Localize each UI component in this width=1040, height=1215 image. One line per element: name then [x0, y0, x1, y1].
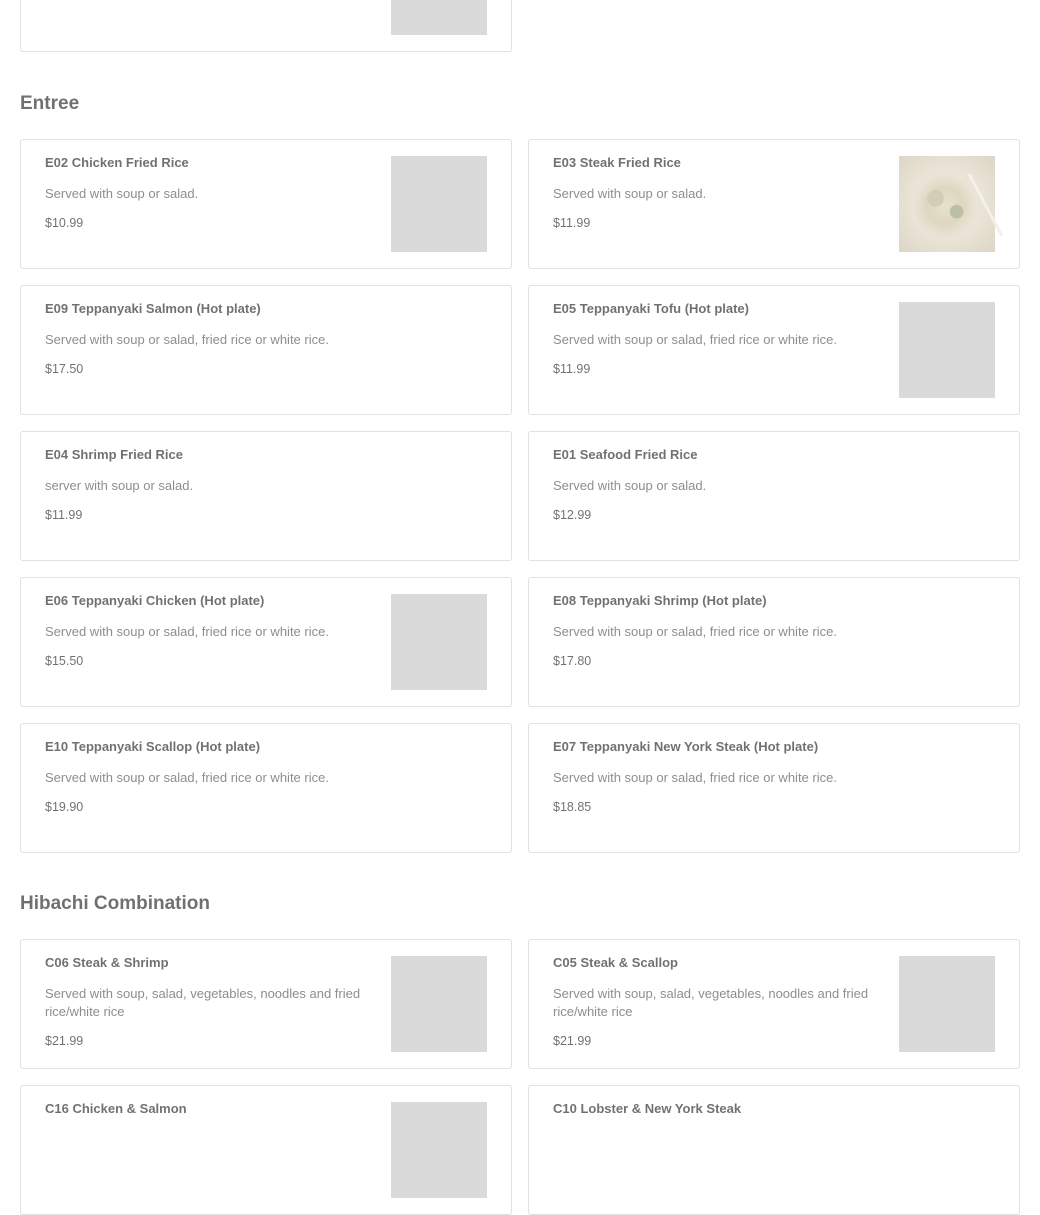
- item-name: C06 Steak & Shrimp: [45, 955, 169, 970]
- item-name: C10 Lobster & New York Steak: [553, 1101, 742, 1116]
- item-description: Served with soup or salad, fried rice or white rice.: [553, 770, 837, 785]
- menu-item-card[interactable]: [20, 0, 512, 52]
- item-description: Served with soup or salad.: [553, 186, 707, 201]
- item-name: E06 Teppanyaki Chicken (Hot plate): [45, 593, 265, 608]
- item-name: E07 Teppanyaki New York Steak (Hot plate): [553, 739, 819, 754]
- item-price: $21.99: [553, 1034, 592, 1048]
- menu-item-card-e03[interactable]: [528, 139, 1020, 269]
- menu-item-card-e04[interactable]: [20, 431, 512, 561]
- menu-item-card-e05[interactable]: [528, 285, 1020, 415]
- item-name: E02 Chicken Fried Rice: [45, 155, 189, 170]
- item-name: E04 Shrimp Fried Rice: [45, 447, 183, 462]
- item-price: $11.99: [45, 508, 83, 522]
- item-description: Served with soup or salad, fried rice or white rice.: [45, 624, 329, 639]
- menu-item-card-c10[interactable]: [528, 1085, 1020, 1215]
- item-name: C16 Chicken & Salmon: [45, 1101, 187, 1116]
- item-description: Served with soup or salad, fried rice or white rice.: [45, 332, 329, 347]
- item-description: Served with soup, salad, vegetables, noodles and fried rice/white rice: [45, 986, 361, 1019]
- item-description: Served with soup or salad.: [553, 478, 707, 493]
- menu-item-card-e01[interactable]: [528, 431, 1020, 561]
- fried-rice-photo: [899, 156, 995, 252]
- item-price: $11.99: [553, 216, 591, 230]
- menu-item-image-placeholder: [391, 156, 487, 252]
- menu-item-card-e02[interactable]: [20, 139, 512, 269]
- menu-item-card-c16[interactable]: [20, 1085, 512, 1215]
- menu-item-card-e09[interactable]: [20, 285, 512, 415]
- item-name: E08 Teppanyaki Shrimp (Hot plate): [553, 593, 767, 608]
- menu-item-card-e10[interactable]: [20, 723, 512, 853]
- item-name: E03 Steak Fried Rice: [553, 155, 681, 170]
- item-description: Served with soup or salad, fried rice or white rice.: [553, 332, 837, 347]
- menu-item-image-placeholder: [391, 1102, 487, 1198]
- menu-item-image-placeholder: [391, 594, 487, 690]
- item-name: E01 Seafood Fried Rice: [553, 447, 698, 462]
- item-description: Served with soup or salad.: [45, 186, 199, 201]
- menu-item-card-e06[interactable]: [20, 577, 512, 707]
- menu-item-card-c05[interactable]: [528, 939, 1020, 1069]
- item-price: $17.50: [45, 362, 84, 376]
- item-name: E05 Teppanyaki Tofu (Hot plate): [553, 301, 749, 316]
- item-name: E09 Teppanyaki Salmon (Hot plate): [45, 301, 261, 316]
- menu-item-image-placeholder: [391, 0, 487, 35]
- item-description: server with soup or salad.: [45, 478, 194, 493]
- menu-item-card-e07[interactable]: [528, 723, 1020, 853]
- item-name: E10 Teppanyaki Scallop (Hot plate): [45, 739, 261, 754]
- section-heading-entree: Entree: [20, 93, 80, 114]
- item-name: C05 Steak & Scallop: [553, 955, 678, 970]
- item-price: $21.99: [45, 1034, 84, 1048]
- item-description: Served with soup or salad, fried rice or white rice.: [553, 624, 837, 639]
- item-price: $17.80: [553, 654, 592, 668]
- item-price: $19.90: [45, 800, 84, 814]
- section-heading-hibachi-combination: Hibachi Combination: [20, 893, 210, 914]
- menu-item-image-placeholder: [899, 956, 995, 1052]
- item-price: $18.85: [553, 800, 592, 814]
- menu-item-card-e08[interactable]: [528, 577, 1020, 707]
- menu-item-image-placeholder: [391, 956, 487, 1052]
- item-price: $11.99: [553, 362, 591, 376]
- item-price: $15.50: [45, 654, 84, 668]
- menu-item-image-placeholder: [899, 302, 995, 398]
- item-price: $12.99: [553, 508, 592, 522]
- item-price: $10.99: [45, 216, 84, 230]
- item-description: Served with soup or salad, fried rice or white rice.: [45, 770, 329, 785]
- menu-item-card-c06[interactable]: [20, 939, 512, 1069]
- item-description: Served with soup, salad, vegetables, noodles and fried rice/white rice: [553, 986, 869, 1019]
